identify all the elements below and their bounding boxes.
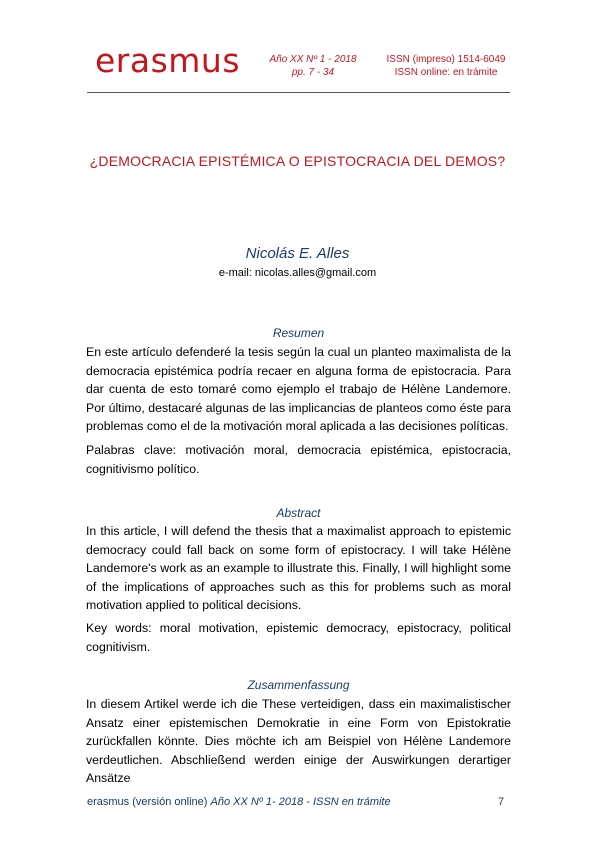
abstract-keywords: Key words: moral motivation, epistemic democracy, epistocracy, political cognitivism. [86,621,511,654]
abstract-body: In this article, I will defend the thesis that a maximalist approach to epistemic democracy could fall back on some form of epistocracy. I will take Hélène Landemore's work as an example to illustrate this. Finally, I will highlight some of the implications of approaches such as this for problems such as moral motivation applied to political decisions. [86,524,511,612]
issn-line-2: ISSN online: en trámite [394,67,498,78]
article-title: ¿DEMOCRACIA EPISTÉMICA O EPISTOCRACIA DEL DEMOS? [89,153,506,169]
issue-line-2: pp. 7 - 34 [291,67,335,78]
resumen-body: En este artículo defenderé la tesis según la cual un planteo maximalista de la democracia epistémica podría recaer en alguna forma de epistocracia. Para dar cuenta de esto tomaré como ejemplo el trabajo de Hélène Landemore. Por último, destacaré algunas de las implicancias de planteos como éste para problemas como el de la motivación moral aplicada a las decisiones políticas. [86,345,511,433]
author-email: e-mail: nicolas.alles@gmail.com [218,267,377,279]
zusammenfassung-body: In diesem Artikel werde ich die These verteidigen, dass ein maximalistischer Ansatz einer epistemischen Demokratie in eine Form von Epistokratie zurückfallen könnte. Dies möchte ich am Beispiel von Hélène Landemore verdeutlichen. Abschließend werden einige der Auswirkungen derartiger Ansätze [86,697,511,785]
author-name: Nicolás E. Alles [245,245,350,262]
abstract-heading: Abstract [276,506,321,520]
journal-brand: erasmus [95,41,241,80]
zusammenfassung-heading: Zusammenfassung [247,678,350,692]
resumen-keywords: Palabras clave: motivación moral, democracia epistémica, epistocracia, cognitivismo político. [86,443,511,476]
footer-citation [87,796,391,808]
footer-journal: erasmus (versión online) [87,796,211,808]
page-number: 7 [498,796,505,808]
issn-line-1: ISSN (impreso) 1514-6049 [386,54,506,65]
issue-info [262,53,364,79]
footer-issue: Año XX Nº 1- 2018 - ISSN en trámite [210,796,391,808]
issue-line-1: Año XX Nº 1 - 2018 [269,54,357,65]
header-divider [87,92,510,93]
issn-info [383,53,509,79]
resumen-heading: Resumen [272,326,325,340]
